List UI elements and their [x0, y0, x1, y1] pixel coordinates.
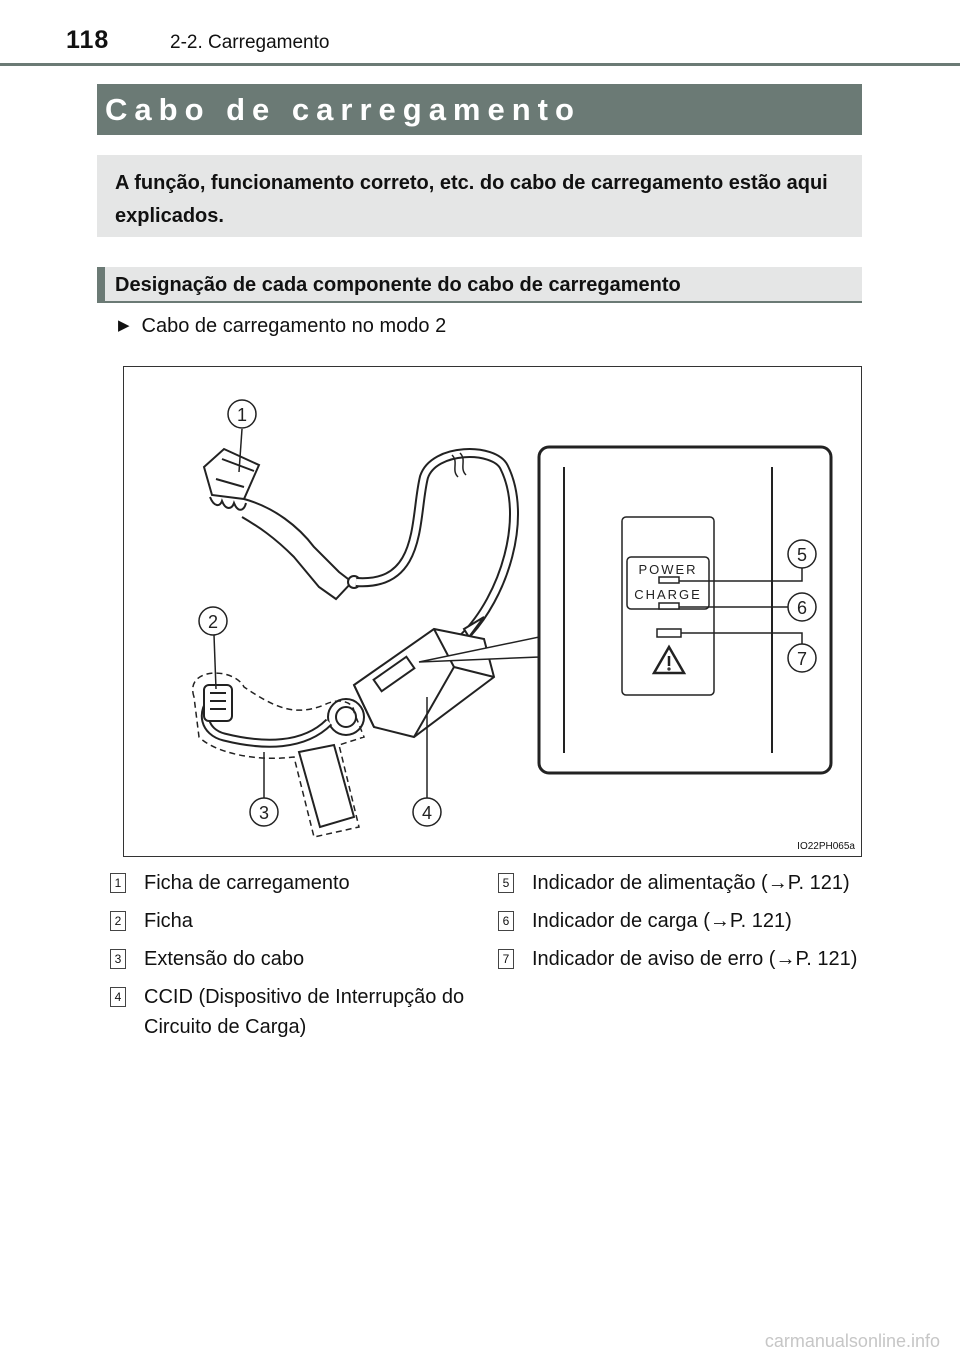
callout-3-label: 3	[258, 803, 270, 823]
panel-power-label: POWER	[638, 562, 698, 577]
legend-item	[498, 944, 858, 974]
triangle-bullet-icon: ▶	[118, 317, 130, 334]
callout-6-label: 6	[796, 598, 808, 618]
legend-item	[110, 982, 480, 1042]
legend-text: Ficha de carregamento	[144, 872, 350, 894]
legend-text: Indicador de alimentação (→P. 121)	[532, 872, 850, 894]
legend-number: 1	[110, 873, 126, 893]
legend-number: 3	[110, 949, 126, 969]
bullet-text: Cabo de carregamento no modo 2	[141, 315, 447, 337]
legend-number: 5	[498, 873, 514, 893]
cable-illustration	[123, 366, 862, 857]
legend-item	[110, 868, 480, 898]
legend-text: Ficha	[144, 910, 193, 932]
callout-4-label: 4	[421, 803, 433, 823]
legend-item	[498, 906, 858, 936]
legend-left	[110, 868, 480, 1050]
section-label: 2-2. Carregamento	[170, 32, 330, 53]
legend-number: 6	[498, 911, 514, 931]
legend-number: 7	[498, 949, 514, 969]
legend-item	[110, 906, 480, 936]
footer-watermark: carmanualsonline.info	[764, 1331, 940, 1351]
legend-right	[498, 868, 858, 982]
callout-7-label: 7	[796, 649, 808, 669]
ccid-drawing	[328, 617, 494, 737]
cable-upper	[356, 453, 514, 637]
panel-charge-label: CHARGE	[634, 587, 702, 602]
subheading: Designação de cada componente do cabo de carregamento	[97, 267, 862, 303]
legend-item	[110, 944, 480, 974]
detail-panel	[539, 447, 831, 773]
header-divider	[0, 63, 960, 66]
legend-item	[498, 868, 858, 898]
charging-connector-drawing	[204, 449, 360, 599]
intro-text: A função, funcionamento correto, etc. do cabo de carregamento estão aqui explicados.	[97, 155, 862, 237]
page-number: 118	[66, 26, 110, 54]
callout-2-label: 2	[207, 612, 219, 632]
callout-1-label: 1	[236, 405, 248, 425]
legend-number: 2	[110, 911, 126, 931]
bullet-line	[118, 315, 446, 338]
figure-code: IO22PH065a	[797, 841, 855, 852]
legend-text: Indicador de aviso de erro (→P. 121)	[532, 948, 858, 970]
cable-tag	[299, 745, 354, 827]
callout-5-label: 5	[796, 545, 808, 565]
legend-text: Extensão do cabo	[144, 948, 305, 970]
plug-drawing	[204, 685, 232, 721]
legend-text: Indicador de carga (→P. 121)	[532, 910, 792, 932]
legend-number: 4	[110, 987, 126, 1007]
page-title: Cabo de carregamento	[97, 84, 862, 135]
legend-text: CCID (Dispositivo de Interrupção do Circuito de Carga)	[144, 986, 465, 1038]
